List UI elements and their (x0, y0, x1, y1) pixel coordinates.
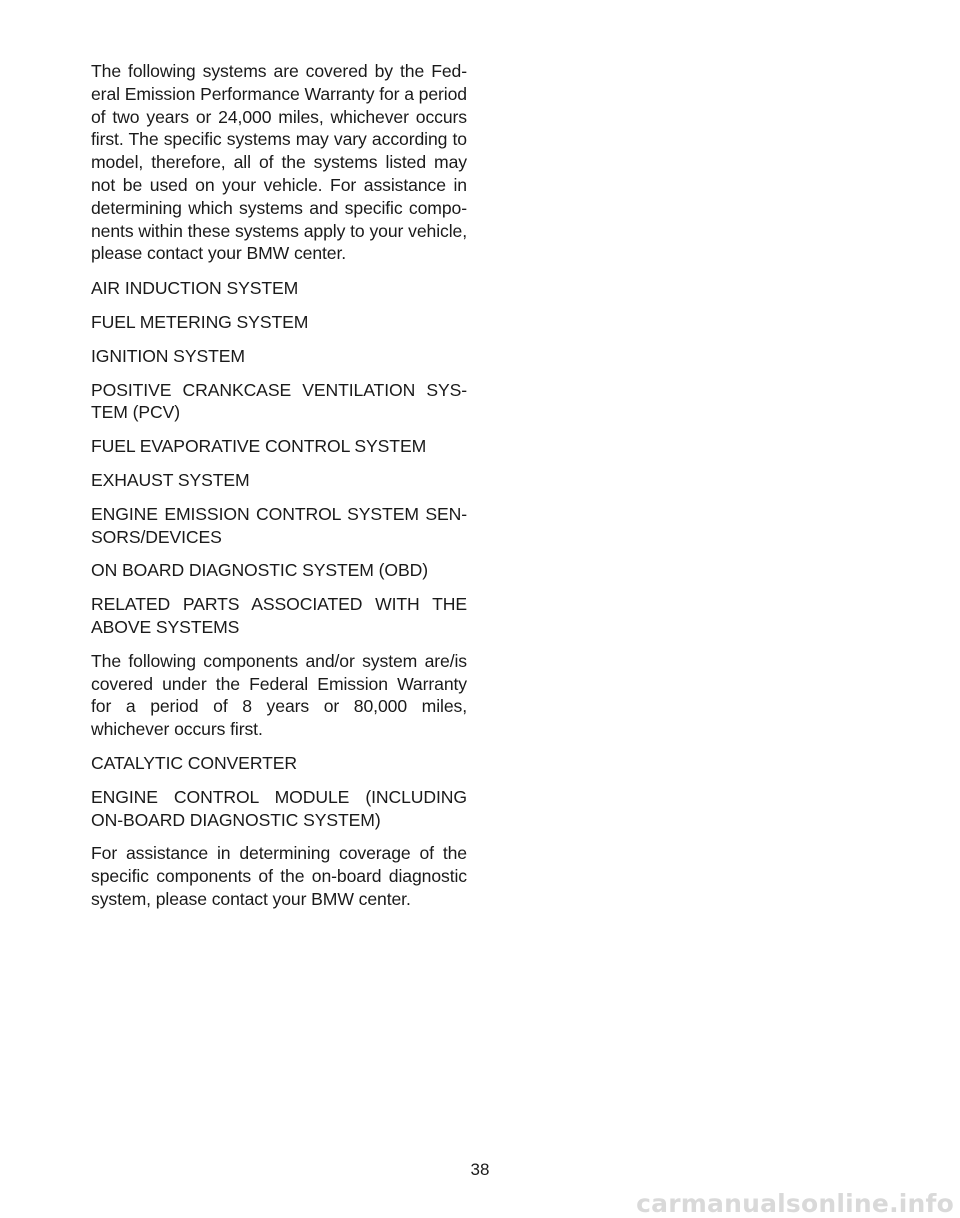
intro-paragraph: The following systems are covered by the Fed-eral Emission Performance Warranty for a period of two years or 24,000 miles, whichever occurs first. The specific systems may vary according to model, therefore, all of the systems listed may not be used on your vehicle. For assistance in determining which systems and specific compo-nents within these systems apply to your vehicle, please contact your BMW center. (91, 61, 467, 264)
system-item-fuel-metering: FUEL METERING SYSTEM (91, 311, 309, 332)
component-item-engine-control-module: ENGINE CONTROL MODULE (INCLUDING ON-BOARD DIAGNOSTIC SYSTEM) (91, 786, 467, 830)
watermark: carmanualsonline.info (636, 1189, 954, 1218)
system-item-related-parts: RELATED PARTS ASSOCIATED WITH THE ABOVE SYSTEMS (91, 594, 467, 637)
system-item-ignition: IGNITION SYSTEM (91, 345, 245, 366)
components-paragraph: The following components and/or system are/is covered under the Federal Emission Warranty for a period of 8 years or 80,000 miles, whichever occurs first. (91, 650, 467, 740)
system-item-air-induction: AIR INDUCTION SYSTEM (91, 278, 299, 299)
system-item-obd: ON BOARD DIAGNOSTIC SYSTEM (OBD) (91, 560, 428, 581)
page-number: 38 (470, 1160, 490, 1179)
system-item-pcv: POSITIVE CRANKCASE VENTILATION SYS-TEM (PCV) (91, 379, 467, 423)
system-item-emission-sensors: ENGINE EMISSION CONTROL SYSTEM SEN-SORS/DEVICES (91, 503, 467, 547)
assistance-paragraph: For assistance in determining coverage of the specific components of the on-board diagnostic system, please contact your BMW center. (91, 843, 467, 909)
warranty-text-column (91, 60, 467, 922)
component-item-catalytic-converter: CATALYTIC CONVERTER (91, 752, 297, 773)
system-item-exhaust: EXHAUST SYSTEM (91, 469, 250, 490)
system-item-fuel-evaporative: FUEL EVAPORATIVE CONTROL SYSTEM (91, 436, 427, 457)
